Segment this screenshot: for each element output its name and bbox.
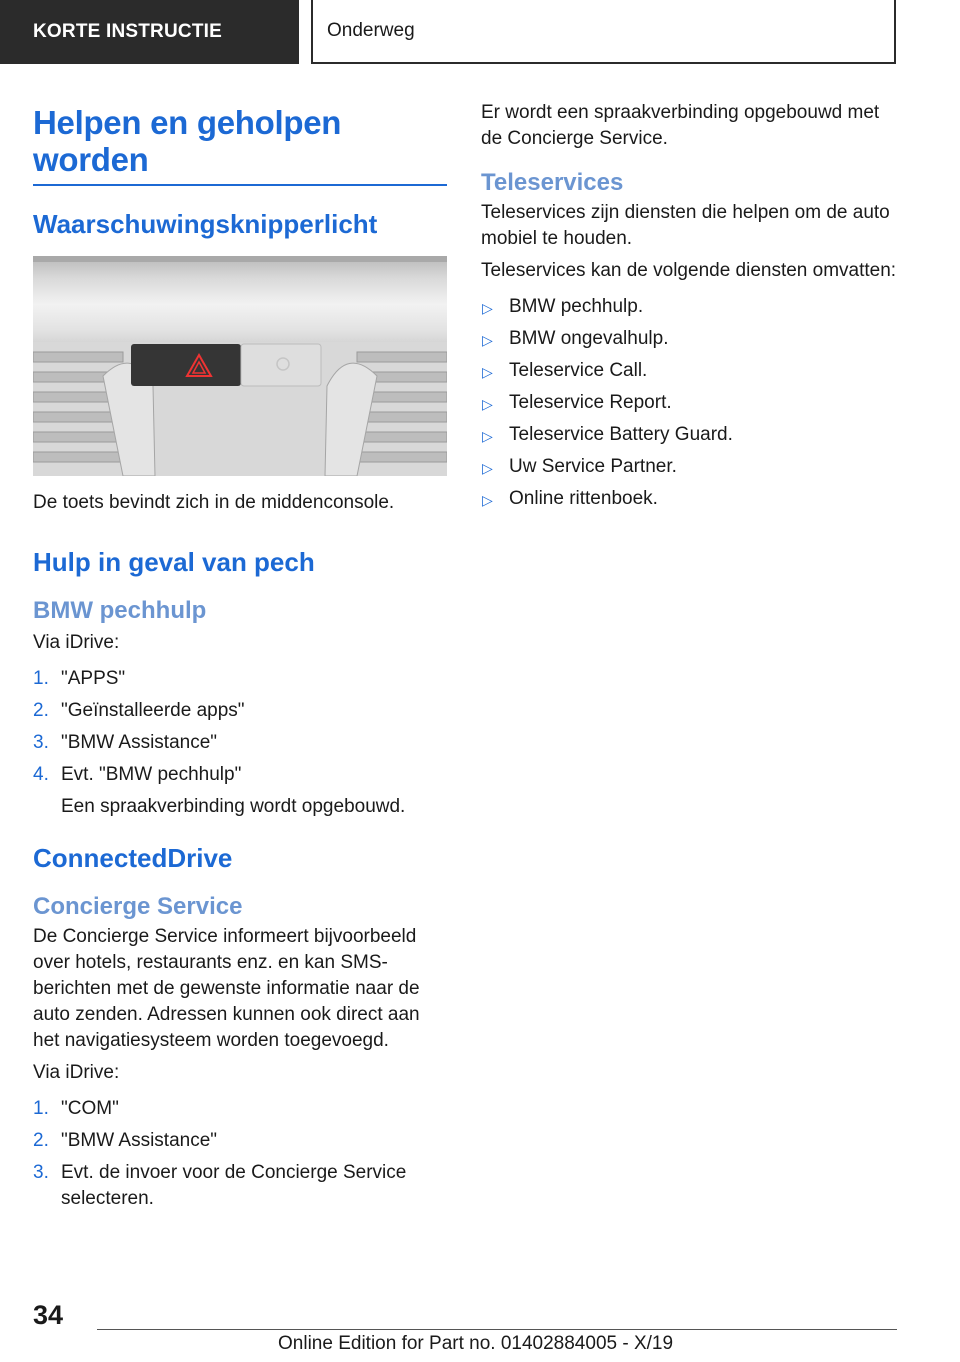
breakdown-heading: Hulp in geval van pech <box>33 547 315 577</box>
concierge-heading: Concierge Service <box>33 893 243 920</box>
concierge-text: De Concierge Service informeert bijvoorbeeld over hotels, restaurants enz. en kan SMS-berichten met de gewenste informatie naar de auto zenden. Adressen kunnen ook direct aan het navigatiesysteem worden toegevoegd. <box>33 926 420 1051</box>
teleservices-text: Teleservices zijn diensten die helpen om de auto mobiel te houden. <box>481 202 890 249</box>
list-item: ▷ Online rittenboek. <box>481 486 901 512</box>
chapter-label: Onderweg <box>327 20 415 41</box>
chapter-tab <box>311 0 896 64</box>
triangle-bullet-icon: ▷ <box>482 428 493 444</box>
triangle-bullet-icon: ▷ <box>482 364 493 380</box>
triangle-bullet-icon: ▷ <box>482 396 493 412</box>
list-item: 3. "BMW Assistance" <box>33 732 218 753</box>
via-idrive-label-2: Via iDrive: <box>33 1062 120 1083</box>
hazard-heading: Waarschuwingsknipperlicht <box>33 209 378 239</box>
list-item: ▷ BMW pechhulp. <box>481 294 901 320</box>
list-item: 1. "APPS" <box>33 668 126 689</box>
right-column <box>481 100 901 518</box>
footer-divider <box>97 1329 897 1330</box>
list-item: 3. Evt. de invoer voor de Concierge Service selecteren. <box>33 1162 407 1209</box>
left-column <box>33 100 447 1218</box>
connecteddrive-heading: ConnectedDrive <box>33 843 233 873</box>
list-item: 2. "BMW Assistance" <box>33 1130 218 1151</box>
console-drawing <box>33 256 447 476</box>
section-tab <box>0 0 299 64</box>
page-number: 34 <box>33 1300 64 1330</box>
concierge-intro: Er wordt een spraakverbinding opgebouwd met de Concierge Service. <box>481 102 880 149</box>
hazard-caption: De toets bevindt zich in de middenconsole. <box>33 492 395 513</box>
teleservices-heading: Teleservices <box>481 169 624 196</box>
list-item: ▷ Uw Service Partner. <box>481 454 901 480</box>
triangle-bullet-icon: ▷ <box>482 460 493 476</box>
hazard-switch-illustration <box>33 256 447 476</box>
triangle-bullet-icon: ▷ <box>482 492 493 508</box>
list-item: 4. Evt. "BMW pechhulp" Een spraakverbinding wordt opgebouwd. <box>33 764 406 817</box>
edition-footer: Online Edition for Part no. 01402884005 - X/19 <box>278 1333 674 1354</box>
list-item: ▷ BMW ongevalhulp. <box>481 326 901 352</box>
triangle-bullet-icon: ▷ <box>482 332 493 348</box>
list-item: ▷ Teleservice Battery Guard. <box>481 422 901 448</box>
concierge-steps <box>33 1096 447 1212</box>
triangle-bullet-icon: ▷ <box>482 300 493 316</box>
pechhulp-steps <box>33 666 447 820</box>
list-item: ▷ Teleservice Report. <box>481 390 901 416</box>
list-item: 1. "COM" <box>33 1098 119 1119</box>
list-item: 2. "Geïnstalleerde apps" <box>33 700 245 721</box>
bmw-pechhulp-heading: BMW pechhulp <box>33 597 207 624</box>
teleservices-list <box>481 294 901 512</box>
section-label: KORTE INSTRUCTIE <box>33 21 222 42</box>
page-title: Helpen en geholpen worden <box>33 104 447 186</box>
list-item: ▷ Teleservice Call. <box>481 358 901 384</box>
via-idrive-label: Via iDrive: <box>33 632 120 653</box>
teleservices-text-2: Teleservices kan de volgende diensten omvatten: <box>481 260 897 281</box>
